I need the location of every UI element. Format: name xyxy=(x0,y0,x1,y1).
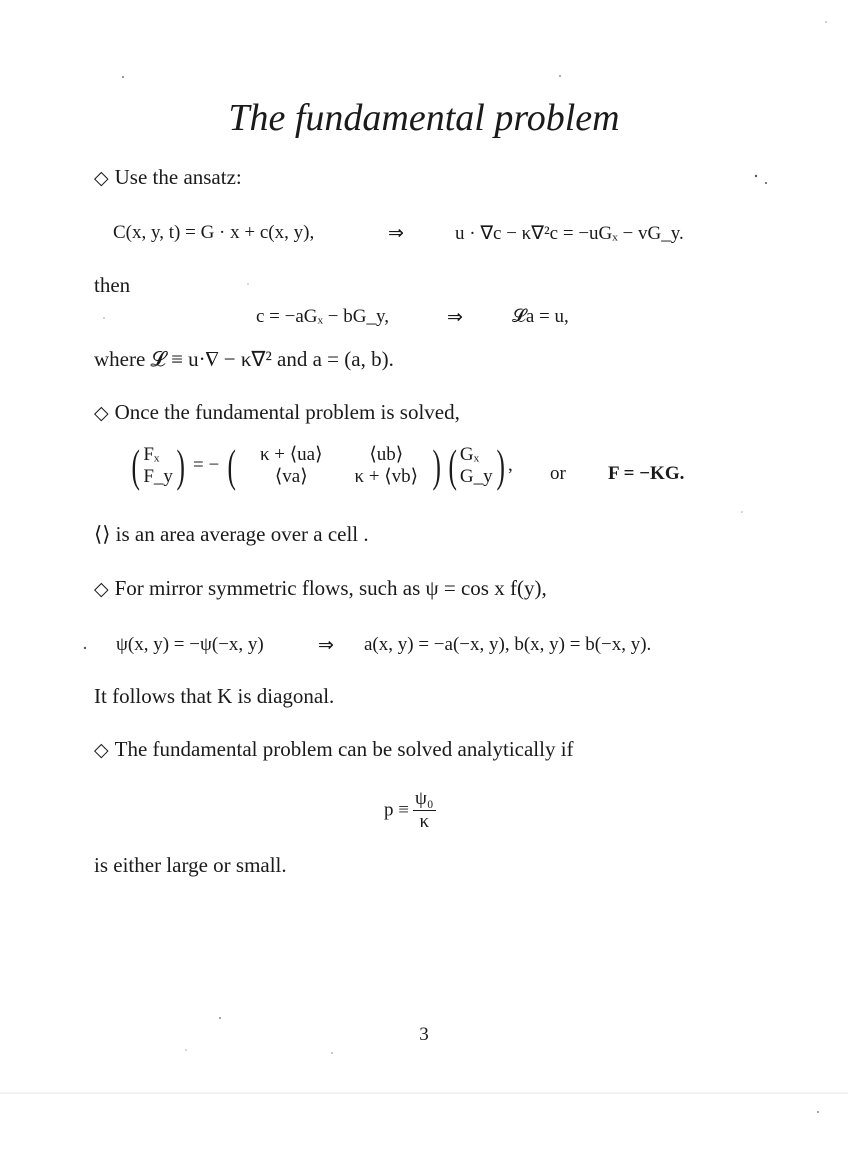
diamond-bullet-icon: ◇ xyxy=(94,167,109,189)
bullet-solved xyxy=(94,400,460,425)
implies-arrow: ⇒ xyxy=(318,635,334,656)
symmetry-result: a(x, y) = −a(−x, y), b(x, y) = b(−x, y). xyxy=(364,634,652,655)
diamond-bullet-icon: ◇ xyxy=(94,578,109,600)
bullet-text: Use the ansatz: xyxy=(114,165,242,189)
matrix-12: ⟨ub⟩ xyxy=(369,444,404,465)
gradient-y: G_y xyxy=(459,466,493,487)
bullet-text: The fundamental problem can be solved analytically if xyxy=(114,737,574,761)
fraction-numerator: ψ₀ xyxy=(414,788,434,809)
operator-equation: 𝓛a = u, xyxy=(512,306,569,327)
c-equation: c = −aGₓ − bG_y, xyxy=(256,306,389,327)
flux-vector xyxy=(143,444,173,488)
peclet-lhs: p ≡ xyxy=(384,799,409,821)
left-paren: ( xyxy=(131,440,140,491)
page-title: The fundamental problem xyxy=(228,97,620,139)
diamond-bullet-icon: ◇ xyxy=(94,739,109,761)
then-text: then xyxy=(94,273,131,297)
right-paren: ) xyxy=(432,440,442,491)
gradient-x: Gₓ xyxy=(459,444,480,465)
page-number: 3 xyxy=(419,1024,429,1045)
matrix-22: κ + ⟨vb⟩ xyxy=(354,466,419,487)
equals-minus: = − xyxy=(192,454,220,476)
either-text: is either large or small. xyxy=(94,853,287,877)
gradient-vector xyxy=(460,444,493,488)
ansatz-equation: C(x, y, t) = G · x + c(x, y), xyxy=(113,222,315,243)
average-text: ⟨⟩ is an area average over a cell . xyxy=(94,522,369,546)
symmetry-equation: ψ(x, y) = −ψ(−x, y) xyxy=(116,634,264,655)
advection-diffusion-equation: u · ∇c − κ∇²c = −uGₓ − vG_y. xyxy=(455,223,684,244)
where-text: where 𝓛 ≡ u·∇ − κ∇² and a = (a, b). xyxy=(94,347,394,371)
bullet-text: Once the fundamental problem is solved, xyxy=(114,400,460,424)
fraction-denominator: κ xyxy=(419,811,430,832)
matrix-11: κ + ⟨ua⟩ xyxy=(259,444,323,465)
compact-flux-equation: F = −KG. xyxy=(608,463,685,484)
peclet-definition xyxy=(384,788,436,833)
left-paren: ( xyxy=(448,440,457,491)
bullet-mirror xyxy=(94,576,547,601)
diagonal-text: It follows that K is diagonal. xyxy=(94,684,335,708)
bullet-text: For mirror symmetric flows, such as ψ = cos x f(y), xyxy=(114,576,547,600)
left-paren: ( xyxy=(227,440,236,491)
flux-equation xyxy=(128,440,513,491)
bullet-analytic xyxy=(94,737,574,762)
comma: , xyxy=(507,454,513,476)
flux-y: F_y xyxy=(143,466,173,487)
peclet-fraction xyxy=(413,788,436,833)
diamond-bullet-icon: ◇ xyxy=(94,402,109,424)
matrix-21: ⟨va⟩ xyxy=(274,466,308,487)
implies-arrow: ⇒ xyxy=(388,223,404,244)
right-paren: ) xyxy=(176,440,185,491)
bullet-ansatz xyxy=(94,165,242,190)
right-paren: ) xyxy=(496,440,505,491)
diffusivity-matrix xyxy=(239,444,429,488)
or-text: or xyxy=(550,463,566,484)
flux-x: Fₓ xyxy=(143,444,160,465)
implies-arrow: ⇒ xyxy=(447,307,463,328)
